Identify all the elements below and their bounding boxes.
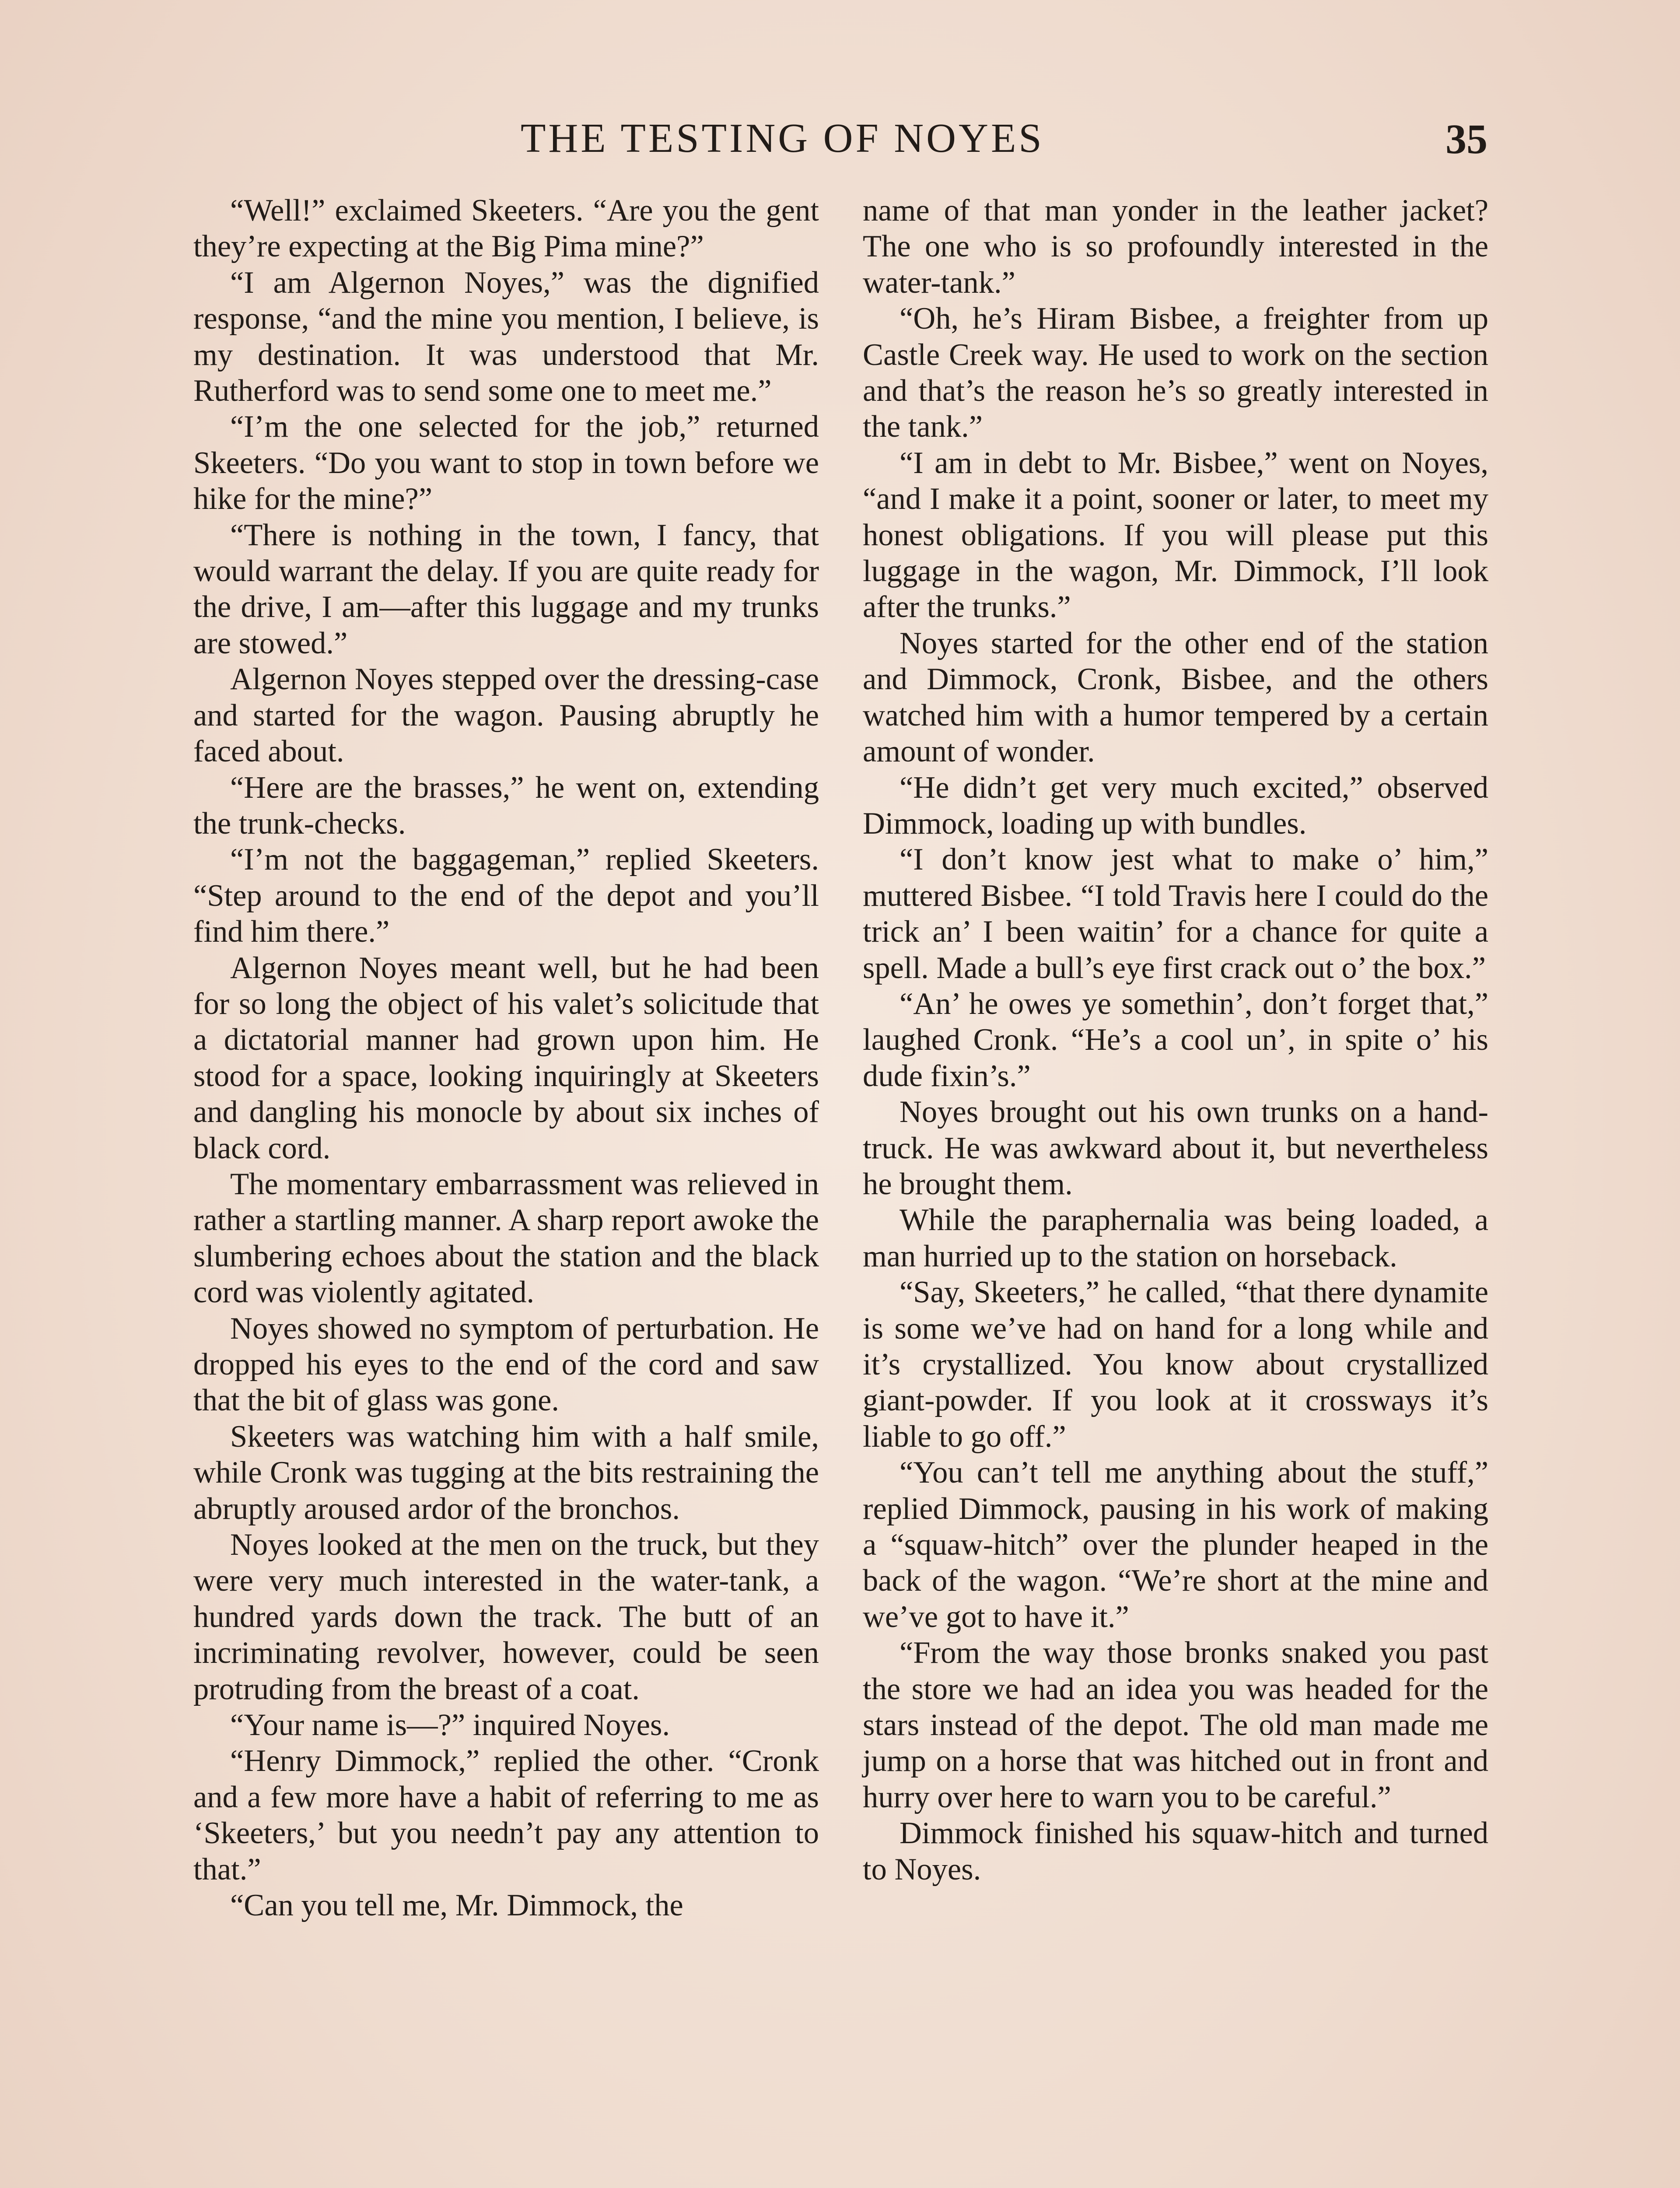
paragraph: “From the way those bronks snaked you past the store we had an idea you was headed for the stars instead of the depot. The old man made me jump on a horse that was hitched out in front and hurry over here to warn you to be careful.” [863,1636,1488,1814]
paragraph: “You can’t tell me anything about the stuff,” replied Dimmock, pausing in his work of making a “squaw-hitch” over the plunder heaped in the back of the wagon. “We’re short at the mine and we’ve got to have it.” [863,1455,1488,1634]
paragraph: “Here are the brasses,” he went on, extending the trunk-checks. [193,770,819,841]
paragraph: “Can you tell me, Mr. Dimmock, the [230,1888,683,1923]
paragraph-continuation: name of that man yonder in the leather jacket? The one who is so profoundly interested in the water-tank.” [863,193,1488,300]
paragraph: Noyes brought out his own trunks on a hand-truck. He was awkward about it, but nevertheless he brought them. [863,1095,1488,1201]
paragraph: “Henry Dimmock,” replied the other. “Cronk and a few more have a habit of referring to me as ‘Skeeters,’ but you needn’t pay any attention to that.” [193,1744,819,1886]
page-number: 35 [1446,116,1488,162]
paragraph: “An’ he owes ye somethin’, don’t forget that,” laughed Cronk. “He’s a cool un’, in spite o’ his dude fixin’s.” [863,986,1488,1093]
paragraph: Algernon Noyes meant well, but he had been for so long the object of his valet’s solicitude that a dictatorial manner had grown upon him. He stood for a space, looking inquiringly at Skeeters and dangling his monocle by about six inches of black cord. [193,950,819,1165]
paragraph: “Say, Skeeters,” he called, “that there dynamite is some we’ve had on hand for a long while and it’s crystallized. You know about crystallized giant-powder. If you look at it crossways it’s liable to go off.” [863,1275,1488,1454]
paragraph: While the paraphernalia was being loaded, a man hurried up to the station on horseback. [863,1203,1488,1273]
paragraph: The momentary embarrassment was relieved in rather a startling manner. A sharp report awoke the slumbering echoes about the station and the black cord was violently agitated. [193,1167,819,1310]
paragraph: “There is nothing in the town, I fancy, that would warrant the delay. If you are quite ready for the drive, I am—after this luggage and my trunks are stowed.” [193,518,819,660]
paragraph: “He didn’t get very much excited,” observed Dimmock, loading up with bundles. [863,770,1488,841]
paragraph: Noyes looked at the men on the truck, but they were very much interested in the water-tank, a hundred yards down the track. The butt of an incriminating revolver, however, could be seen protruding from the breast of a coat. [193,1528,819,1706]
paragraph: “I am in debt to Mr. Bisbee,” went on Noyes, “and I make it a point, sooner or later, to meet my honest obligations. If you will please put this luggage in the wagon, Mr. Dimmock, I’ll look after the trunks.” [863,445,1488,624]
right-column [863,193,1488,1887]
paragraph: Noyes showed no symptom of perturbation. He dropped his eyes to the end of the cord and saw that the bit of glass was gone. [193,1311,819,1418]
paragraph: Skeeters was watching him with a half smile, while Cronk was tugging at the bits restraining the abruptly aroused ardor of the bronchos. [193,1419,819,1526]
paragraph: Algernon Noyes stepped over the dressing-case and started for the wagon. Pausing abruptly he faced about. [193,662,819,769]
paragraph: “I don’t know jest what to make o’ him,” muttered Bisbee. “I told Travis here I could do the trick an’ I been waitin’ for a chance for quite a spell. Made a bull’s eye first crack out o’ the box.” [863,842,1488,985]
paragraph: “I am Algernon Noyes,” was the dignified response, “and the mine you mention, I believe, is my destination. It was understood that Mr. Rutherford was to send some one to meet me.” [193,265,819,408]
paragraph: “Oh, he’s Hiram Bisbee, a freighter from up Castle Creek way. He used to work on the section and that’s the reason he’s so greatly interested in the tank.” [863,302,1488,444]
paragraph: Dimmock finished his squaw-hitch and turned to Noyes. [863,1816,1488,1886]
paragraph: “I’m not the baggageman,” replied Skeeters. “Step around to the end of the depot and you’ll find him there.” [193,842,819,949]
paragraph: “I’m the one selected for the job,” returned Skeeters. “Do you want to stop in town before we hike for the mine?” [193,410,819,516]
paragraph: Noyes started for the other end of the station and Dimmock, Cronk, Bisbee, and the others watched him with a humor tempered by a certain amount of wonder. [863,626,1488,769]
running-title: THE TESTING OF NOYES [521,116,1044,161]
page-header [192,115,1496,167]
paragraph: “Well!” exclaimed Skeeters. “Are you the gent they’re expecting at the Big Pima mine?” [193,193,819,264]
left-column [193,193,819,1924]
paragraph: “Your name is—?” inquired Noyes. [230,1708,670,1743]
